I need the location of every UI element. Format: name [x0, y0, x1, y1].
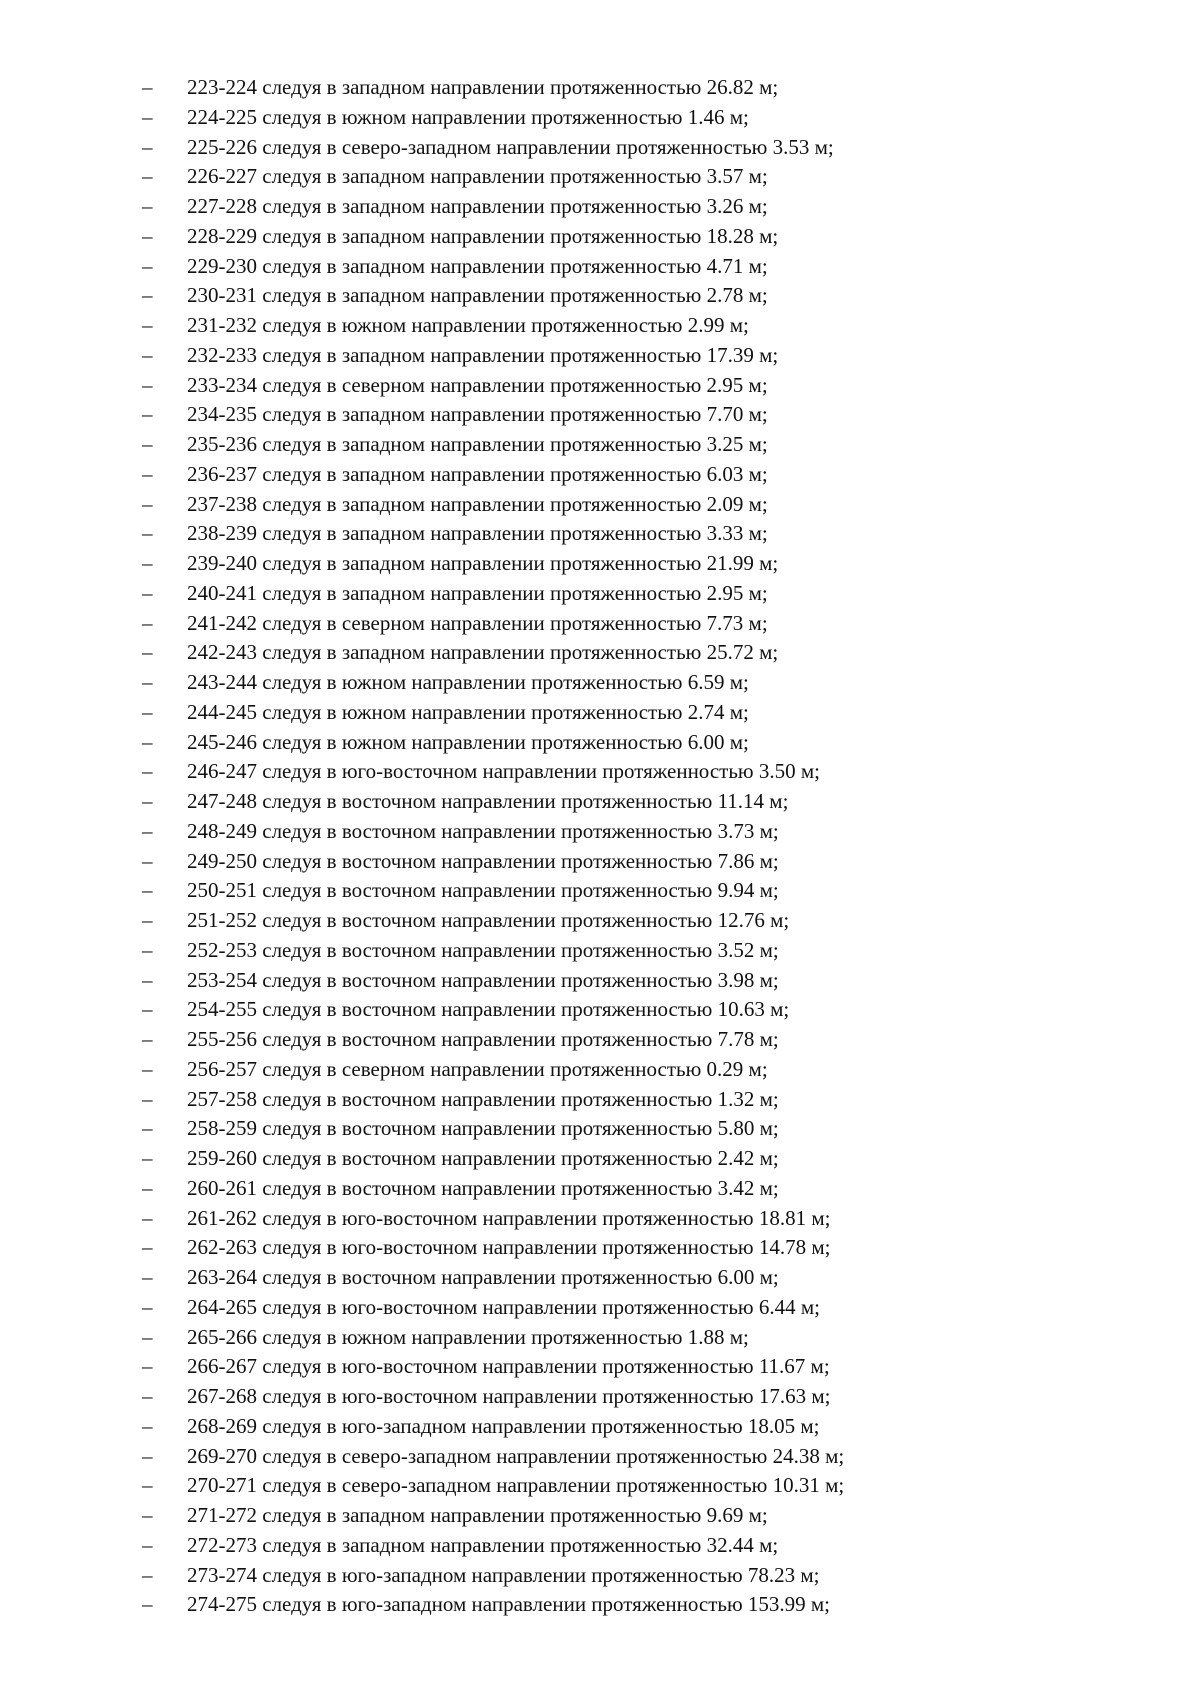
bullet-dash: –	[142, 75, 153, 99]
list-item	[0, 311, 1200, 341]
list-item	[0, 1501, 1200, 1531]
bullet-dash: –	[142, 521, 153, 546]
list-item	[0, 787, 1200, 817]
list-item	[0, 1233, 1200, 1263]
list-item	[0, 1590, 1200, 1620]
bullet-dash: –	[142, 610, 153, 635]
list-item	[0, 757, 1200, 787]
bullet-dash: –	[142, 1265, 153, 1289]
bullet-dash: –	[142, 1027, 153, 1051]
bullet-dash: –	[142, 283, 153, 308]
list-item	[0, 460, 1200, 490]
list-item	[0, 1471, 1200, 1501]
bullet-dash: –	[142, 1116, 153, 1141]
segment-description: 266-267 следуя в юго-восточном направлении протяженностью 11.67 м;	[187, 1354, 830, 1379]
list-item	[0, 281, 1200, 311]
list-item	[0, 906, 1200, 936]
bullet-dash: –	[142, 1443, 153, 1468]
bullet-dash: –	[142, 1324, 153, 1349]
list-item	[0, 400, 1200, 430]
list-item	[0, 341, 1200, 371]
bullet-dash: –	[142, 1086, 153, 1111]
segment-description: 269-270 следуя в северо-западном направлении протяженностью 24.38 м;	[187, 1443, 845, 1468]
list-item	[0, 728, 1200, 758]
segment-description: 246-247 следуя в юго-восточном направлении протяженностью 3.50 м;	[187, 759, 820, 784]
bullet-dash: –	[142, 937, 153, 962]
bullet-dash: –	[142, 551, 153, 575]
segment-description: 243-244 следуя в южном направлении протяженностью 6.59 м;	[187, 670, 749, 694]
segment-description: 242-243 следуя в западном направлении протяженностью 25.72 м;	[187, 640, 779, 665]
boundary-segment-list	[0, 73, 1200, 1620]
segment-description: 254-255 следуя в восточном направлении протяженностью 10.63 м;	[187, 997, 790, 1022]
segment-description: 263-264 следуя в восточном направлении протяженностью 6.00 м;	[187, 1265, 779, 1289]
list-item	[0, 1055, 1200, 1085]
bullet-dash: –	[142, 759, 153, 784]
bullet-dash: –	[142, 1473, 153, 1498]
list-item	[0, 1561, 1200, 1591]
list-item	[0, 1025, 1200, 1055]
list-item	[0, 371, 1200, 401]
list-item	[0, 549, 1200, 579]
bullet-dash: –	[142, 848, 153, 873]
segment-description: 223-224 следуя в западном направлении протяженностью 26.82 м;	[187, 75, 779, 99]
bullet-dash: –	[142, 432, 153, 456]
list-item	[0, 876, 1200, 906]
segment-description: 268-269 следуя в юго-западном направлении протяженностью 18.05 м;	[187, 1413, 820, 1438]
list-item	[0, 936, 1200, 966]
bullet-dash: –	[142, 1532, 153, 1557]
bullet-dash: –	[142, 1354, 153, 1379]
bullet-dash: –	[142, 402, 153, 427]
list-item	[0, 668, 1200, 698]
bullet-dash: –	[142, 729, 153, 754]
bullet-dash: –	[142, 967, 153, 992]
segment-description: 272-273 следуя в западном направлении протяженностью 32.44 м;	[187, 1532, 779, 1557]
bullet-dash: –	[142, 223, 153, 248]
segment-description: 227-228 следуя в западном направлении протяженностью 3.26 м;	[187, 194, 768, 218]
bullet-dash: –	[142, 372, 153, 397]
bullet-dash: –	[142, 164, 153, 189]
segment-description: 244-245 следуя в южном направлении протяженностью 2.74 м;	[187, 699, 749, 724]
list-item	[0, 490, 1200, 520]
bullet-dash: –	[142, 699, 153, 724]
segment-description: 257-258 следуя в восточном направлении протяженностью 1.32 м;	[187, 1086, 779, 1111]
bullet-dash: –	[142, 1294, 153, 1319]
list-item	[0, 133, 1200, 163]
bullet-dash: –	[142, 878, 153, 903]
bullet-dash: –	[142, 1175, 153, 1200]
bullet-dash: –	[142, 997, 153, 1022]
bullet-dash: –	[142, 818, 153, 843]
segment-description: 238-239 следуя в западном направлении протяженностью 3.33 м;	[187, 521, 768, 546]
list-item	[0, 579, 1200, 609]
segment-description: 259-260 следуя в восточном направлении протяженностью 2.42 м;	[187, 1146, 779, 1170]
list-item	[0, 1114, 1200, 1144]
segment-description: 240-241 следуя в западном направлении протяженностью 2.95 м;	[187, 580, 768, 605]
segment-description: 258-259 следуя в восточном направлении протяженностью 5.80 м;	[187, 1116, 779, 1141]
bullet-dash: –	[142, 1205, 153, 1230]
segment-description: 260-261 следуя в восточном направлении протяженностью 3.42 м;	[187, 1175, 779, 1200]
segment-description: 256-257 следуя в северном направлении протяженностью 0.29 м;	[187, 1056, 768, 1081]
list-item	[0, 222, 1200, 252]
list-item	[0, 698, 1200, 728]
segment-description: 262-263 следуя в юго-восточном направлении протяженностью 14.78 м;	[187, 1235, 831, 1260]
list-item	[0, 162, 1200, 192]
segment-description: 270-271 следуя в северо-западном направлении протяженностью 10.31 м;	[187, 1473, 845, 1498]
segment-description: 228-229 следуя в западном направлении протяженностью 18.28 м;	[187, 223, 779, 248]
bullet-dash: –	[142, 253, 153, 278]
segment-description: 236-237 следуя в западном направлении протяженностью 6.03 м;	[187, 461, 768, 486]
bullet-dash: –	[142, 640, 153, 665]
segment-description: 231-232 следуя в южном направлении протяженностью 2.99 м;	[187, 313, 749, 337]
segment-description: 233-234 следуя в северном направлении протяженностью 2.95 м;	[187, 372, 768, 397]
list-item	[0, 1204, 1200, 1234]
bullet-dash: –	[142, 1503, 153, 1527]
segment-description: 224-225 следуя в южном направлении протяженностью 1.46 м;	[187, 104, 749, 129]
bullet-dash: –	[142, 670, 153, 694]
bullet-dash: –	[142, 1413, 153, 1438]
segment-description: 225-226 следуя в северо-западном направлении протяженностью 3.53 м;	[187, 134, 834, 159]
segment-description: 251-252 следуя в восточном направлении протяженностью 12.76 м;	[187, 908, 790, 932]
segment-description: 267-268 следуя в юго-восточном направлении протяженностью 17.63 м;	[187, 1384, 831, 1408]
segment-description: 255-256 следуя в восточном направлении протяженностью 7.78 м;	[187, 1027, 779, 1051]
bullet-dash: –	[142, 134, 153, 159]
list-item	[0, 1412, 1200, 1442]
segment-description: 253-254 следуя в восточном направлении протяженностью 3.98 м;	[187, 967, 779, 992]
segment-description: 247-248 следуя в восточном направлении протяженностью 11.14 м;	[187, 789, 789, 813]
list-item	[0, 1293, 1200, 1323]
list-item	[0, 1144, 1200, 1174]
list-item	[0, 966, 1200, 996]
segment-description: 241-242 следуя в северном направлении протяженностью 7.73 м;	[187, 610, 768, 635]
segment-description: 265-266 следуя в южном направлении протяженностью 1.88 м;	[187, 1324, 749, 1349]
list-item	[0, 1352, 1200, 1382]
list-item	[0, 192, 1200, 222]
bullet-dash: –	[142, 789, 153, 813]
list-item	[0, 995, 1200, 1025]
list-item	[0, 609, 1200, 639]
bullet-dash: –	[142, 491, 153, 516]
segment-description: 252-253 следуя в восточном направлении протяженностью 3.52 м;	[187, 937, 779, 962]
bullet-dash: –	[142, 313, 153, 337]
segment-description: 248-249 следуя в восточном направлении протяженностью 3.73 м;	[187, 818, 779, 843]
segment-description: 273-274 следуя в юго-западном направлении протяженностью 78.23 м;	[187, 1562, 820, 1587]
list-item	[0, 1323, 1200, 1353]
segment-description: 234-235 следуя в западном направлении протяженностью 7.70 м;	[187, 402, 768, 427]
list-item	[0, 103, 1200, 133]
bullet-dash: –	[142, 1235, 153, 1260]
list-item	[0, 817, 1200, 847]
segment-description: 232-233 следуя в западном направлении протяженностью 17.39 м;	[187, 342, 779, 367]
bullet-dash: –	[142, 461, 153, 486]
segment-description: 229-230 следуя в западном направлении протяженностью 4.71 м;	[187, 253, 768, 278]
bullet-dash: –	[142, 1056, 153, 1081]
bullet-dash: –	[142, 908, 153, 932]
list-item	[0, 1531, 1200, 1561]
segment-description: 226-227 следуя в западном направлении протяженностью 3.57 м;	[187, 164, 768, 189]
bullet-dash: –	[142, 194, 153, 218]
segment-description: 235-236 следуя в западном направлении протяженностью 3.25 м;	[187, 432, 768, 456]
list-item	[0, 519, 1200, 549]
list-item	[0, 847, 1200, 877]
segment-description: 274-275 следуя в юго-западном направлении протяженностью 153.99 м;	[187, 1592, 831, 1617]
list-item	[0, 1442, 1200, 1472]
list-item	[0, 252, 1200, 282]
list-item	[0, 1174, 1200, 1204]
bullet-dash: –	[142, 1384, 153, 1408]
segment-description: 245-246 следуя в южном направлении протяженностью 6.00 м;	[187, 729, 749, 754]
segment-description: 250-251 следуя в восточном направлении протяженностью 9.94 м;	[187, 878, 779, 903]
bullet-dash: –	[142, 1562, 153, 1587]
bullet-dash: –	[142, 1592, 153, 1617]
segment-description: 271-272 следуя в западном направлении протяженностью 9.69 м;	[187, 1503, 768, 1527]
list-item	[0, 1263, 1200, 1293]
segment-description: 237-238 следуя в западном направлении протяженностью 2.09 м;	[187, 491, 768, 516]
list-item	[0, 73, 1200, 103]
segment-description: 230-231 следуя в западном направлении протяженностью 2.78 м;	[187, 283, 768, 308]
bullet-dash: –	[142, 342, 153, 367]
list-item	[0, 1382, 1200, 1412]
list-item	[0, 1085, 1200, 1115]
bullet-dash: –	[142, 1146, 153, 1170]
bullet-dash: –	[142, 104, 153, 129]
bullet-dash: –	[142, 580, 153, 605]
segment-description: 261-262 следуя в юго-восточном направлении протяженностью 18.81 м;	[187, 1205, 831, 1230]
segment-description: 239-240 следуя в западном направлении протяженностью 21.99 м;	[187, 551, 779, 575]
segment-description: 264-265 следуя в юго-восточном направлении протяженностью 6.44 м;	[187, 1294, 820, 1319]
list-item	[0, 430, 1200, 460]
list-item	[0, 638, 1200, 668]
segment-description: 249-250 следуя в восточном направлении протяженностью 7.86 м;	[187, 848, 779, 873]
